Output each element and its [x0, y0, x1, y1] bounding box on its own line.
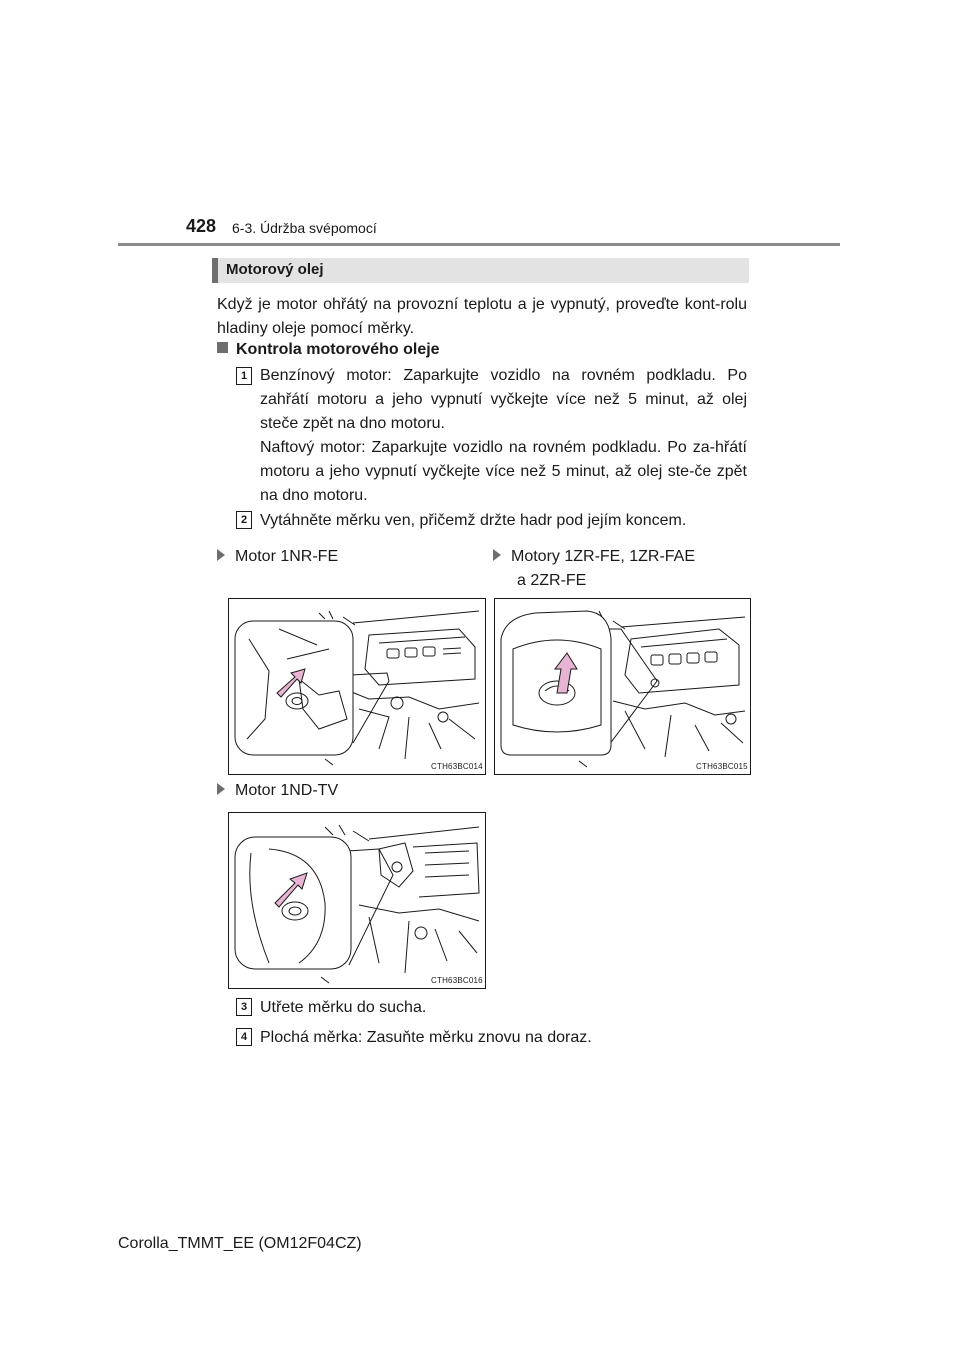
figure-3-code: CTH63BC016: [431, 976, 483, 985]
step-1-paragraph-1: Benzínový motor: Zaparkujte vozidlo na rovném podkladu. Po zahřátí motoru a jeho vypnutí vyčkejte více než 5 minut, až olej steče zpět na dno motoru.: [260, 367, 747, 432]
triangle-bullet-icon: [217, 783, 225, 795]
figure-1-engine-illustration: [228, 598, 486, 775]
engine-1nr-fe-drawing: [229, 599, 485, 774]
step-2-text: Vytáhněte měrku ven, přičemž držte hadr pod jejím koncem.: [260, 512, 687, 529]
header-divider: [118, 243, 840, 246]
triangle-bullet-icon: [493, 549, 501, 561]
figure-3-engine-illustration: [228, 812, 486, 989]
step-number-1: 1: [236, 367, 252, 385]
figure-1-code: CTH63BC014: [431, 762, 483, 771]
step-1-paragraph-2: Naftový motor: Zaparkujte vozidlo na rovném podkladu. Po za-hřátí motoru a jeho vypnutí vyčkejte více než 5 minut, až olej ste-če zpět na dno motoru.: [260, 439, 747, 504]
figure-1-label: Motor 1NR-FE: [217, 545, 338, 569]
step-number-4: 4: [236, 1028, 252, 1046]
square-bullet-icon: [217, 342, 228, 353]
section-accent: [212, 258, 218, 283]
engine-1nd-tv-drawing: [229, 813, 485, 988]
figure-2-label: Motory 1ZR-FE, 1ZR-FAE a 2ZR-FE: [493, 545, 695, 593]
section-title-bar: [212, 258, 749, 283]
figure-2-engine-illustration: [494, 598, 751, 775]
figure-2-code: CTH63BC015: [696, 762, 748, 771]
breadcrumb: 6-3. Údržba svépomocí: [232, 220, 377, 236]
intro-paragraph: Když je motor ohřátý na provozní teplotu a je vypnutý, proveďte kont-rolu hladiny oleje pomocí měrky.: [217, 296, 747, 337]
subheading-text: Kontrola motorového oleje: [236, 341, 440, 358]
subheading: [217, 341, 440, 359]
triangle-bullet-icon: [217, 549, 225, 561]
step-4-text: Plochá měrka: Zasuňte měrku znovu na doraz.: [260, 1029, 592, 1046]
footer-document-id: Corolla_TMMT_EE (OM12F04CZ): [118, 1235, 362, 1252]
step-3-text: Utřete měrku do sucha.: [260, 999, 427, 1016]
engine-1zr-fe-drawing: [495, 599, 750, 774]
step-number-3: 3: [236, 998, 252, 1016]
page-number: 428: [186, 216, 217, 236]
step-number-2: 2: [236, 511, 252, 529]
section-title: Motorový olej: [226, 261, 324, 278]
figure-3-label: Motor 1ND-TV: [217, 779, 338, 803]
